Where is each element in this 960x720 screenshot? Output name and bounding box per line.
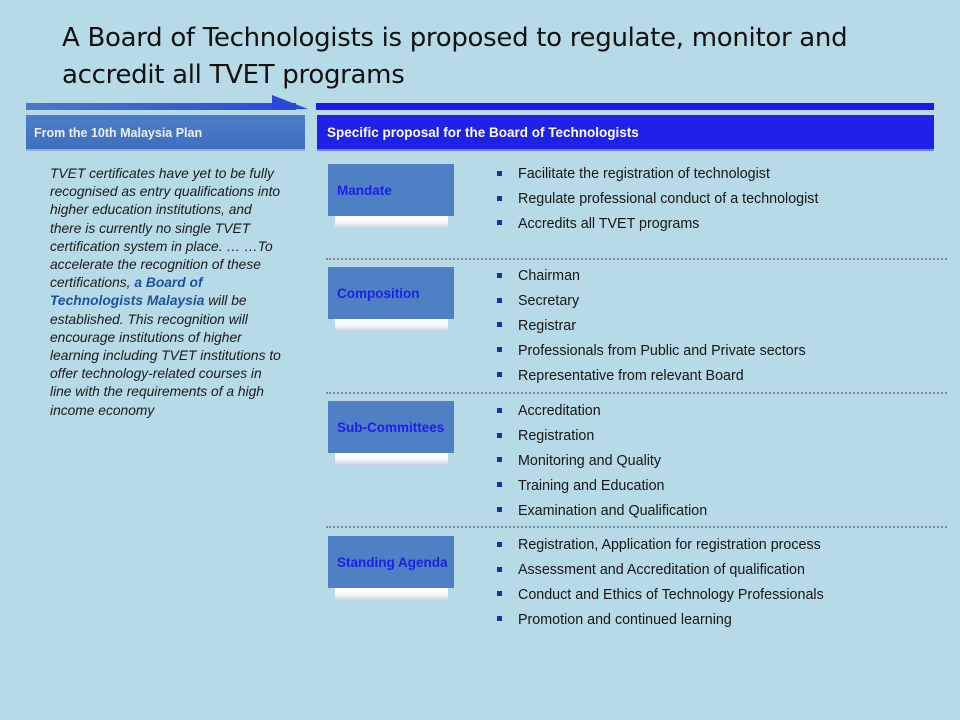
plan-quote xyxy=(50,165,282,420)
section-label-shadow xyxy=(335,588,448,600)
list-item-text: Accreditation xyxy=(518,403,601,420)
list-item xyxy=(497,424,937,449)
bullet-square-icon xyxy=(497,220,502,225)
list-item-text: Secretary xyxy=(518,293,580,310)
section-label-shadow xyxy=(335,453,448,465)
list-item xyxy=(497,533,937,558)
list-item-text: Accredits all TVET programs xyxy=(518,215,700,232)
list-item-text: Conduct and Ethics of Technology Professionals xyxy=(518,586,824,603)
bullet-square-icon xyxy=(497,322,502,327)
list-item xyxy=(497,314,937,339)
section-label-standing-agenda: Standing Agenda xyxy=(328,536,454,588)
section-label-mandate: Mandate xyxy=(328,164,454,216)
list-item-text: Registrar xyxy=(518,317,576,334)
list-item xyxy=(497,498,937,523)
bullet-square-icon xyxy=(497,408,502,413)
list-item-text: Regulate professional conduct of a technologist xyxy=(518,191,819,208)
list-item-text: Promotion and continued learning xyxy=(518,611,732,628)
list-item-text: Registration xyxy=(518,428,595,445)
list-item xyxy=(497,338,937,363)
quote-text-1: TVET certificates have yet to be fully recognised as entry qualifications into higher education institutions, and there is currently no single TVET certification system in place. … …To accelerate the recognition of these certifications, xyxy=(50,166,281,291)
list-item xyxy=(497,558,937,583)
section-label-sub-committees: Sub-Committees xyxy=(328,401,454,453)
bullet-square-icon xyxy=(497,273,502,278)
list-item-text: Facilitate the registration of technologist xyxy=(518,166,770,183)
list-item xyxy=(497,363,937,388)
list-item xyxy=(497,162,937,187)
list-item-text: Monitoring and Quality xyxy=(518,452,662,469)
list-item xyxy=(497,399,937,424)
composition-list xyxy=(497,264,937,388)
bullet-square-icon xyxy=(497,507,502,512)
list-item xyxy=(497,187,937,212)
sub-committees-list xyxy=(497,399,937,523)
section-label-composition: Composition xyxy=(328,267,454,319)
bullet-square-icon xyxy=(497,196,502,201)
bullet-square-icon xyxy=(497,372,502,377)
section-label-shadow xyxy=(335,216,448,228)
standing-agenda-list xyxy=(497,533,937,632)
bullet-square-icon xyxy=(497,457,502,462)
list-item-text: Examination and Qualification xyxy=(518,502,708,519)
list-item xyxy=(497,607,937,632)
list-item-text: Registration, Application for registration process xyxy=(518,537,821,554)
bullet-square-icon xyxy=(497,482,502,487)
bullet-square-icon xyxy=(497,567,502,572)
list-item xyxy=(497,212,937,237)
bullet-square-icon xyxy=(497,298,502,303)
list-item-text: Representative from relevant Board xyxy=(518,367,744,384)
bullet-square-icon xyxy=(497,591,502,596)
bullet-square-icon xyxy=(497,433,502,438)
proposal-bar xyxy=(316,103,934,110)
bullet-square-icon xyxy=(497,171,502,176)
quote-highlight: a Board of Technologists Malaysia xyxy=(50,275,205,309)
section-label-shadow xyxy=(335,319,448,331)
list-item-text: Assessment and Accreditation of qualification xyxy=(518,562,805,579)
list-item xyxy=(497,264,937,289)
list-item-text: Chairman xyxy=(518,268,580,285)
list-item xyxy=(497,583,937,608)
list-item-text: Professionals from Public and Private sectors xyxy=(518,342,806,359)
list-item xyxy=(497,449,937,474)
left-header: From the 10th Malaysia Plan xyxy=(26,115,305,151)
section-divider xyxy=(326,526,947,528)
bullet-square-icon xyxy=(497,542,502,547)
quote-text-2: will be established. This recognition will encourage institutions of higher learning including TVET institutions to offer technology-related courses in line with the requirements of a high income economy xyxy=(50,293,281,418)
list-item-text: Training and Education xyxy=(518,477,665,494)
right-header: Specific proposal for the Board of Technologists xyxy=(317,115,934,151)
timeline-arrow xyxy=(26,93,308,113)
slide-title: A Board of Technologists is proposed to regulate, monitor and accredit all TVET programs xyxy=(62,23,848,90)
section-divider xyxy=(326,392,947,394)
list-item xyxy=(497,473,937,498)
bullet-square-icon xyxy=(497,616,502,621)
bullet-square-icon xyxy=(497,347,502,352)
mandate-list xyxy=(497,162,937,236)
list-item xyxy=(497,289,937,314)
section-divider xyxy=(326,258,947,260)
